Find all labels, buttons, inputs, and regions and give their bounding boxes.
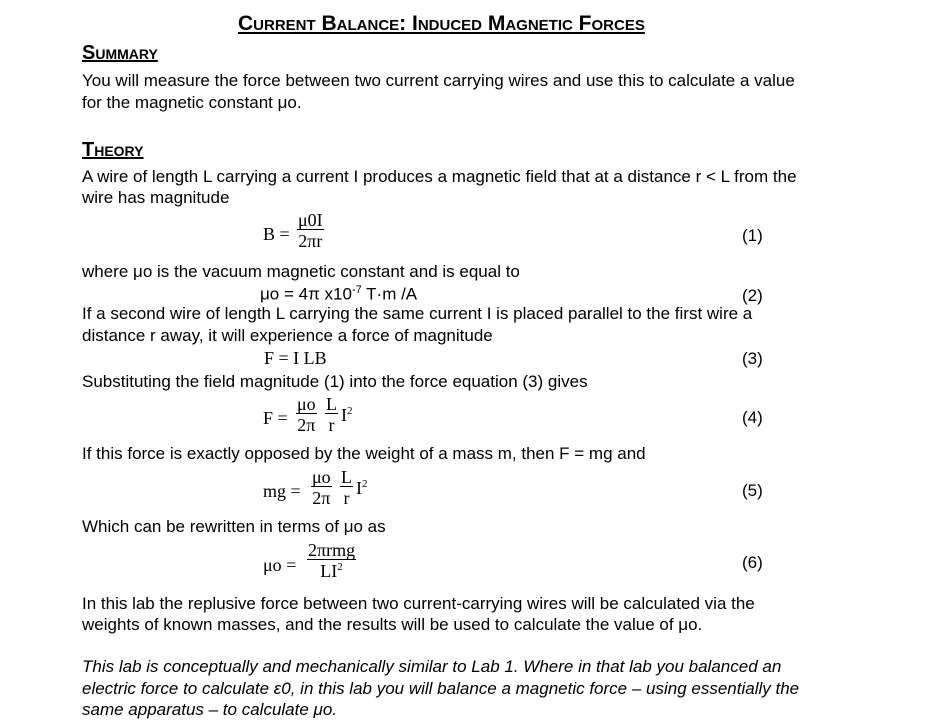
eq6-denominator-base: LI [320, 561, 338, 581]
where-line: where μo is the vacuum magnetic constant and is equal to [82, 262, 520, 281]
eq6-lhs: μo = [263, 555, 297, 575]
second-wire-line-2: distance r away, it will experience a force of magnitude [82, 326, 493, 345]
eq5-current: I [356, 478, 362, 498]
note-line-3: same apparatus – to calculate μo. [82, 700, 338, 719]
eq5-numerator-1: μo [312, 467, 331, 487]
eq6-fraction [307, 541, 356, 580]
summary-text-line-2: for the magnetic constant μo. [82, 93, 302, 112]
eq4-lhs: F = [263, 408, 288, 428]
note-line-1: This lab is conceptually and mechanically similar to Lab 1. Where in that lab you balanced an [82, 657, 782, 676]
eq5-fraction-2 [340, 468, 353, 507]
eq4-number: (4) [742, 408, 763, 427]
eq2-expression [260, 284, 417, 304]
rewritten-line: Which can be rewritten in terms of μo as [82, 517, 386, 536]
eq5-numerator-2: L [341, 467, 352, 487]
eq2-number: (2) [742, 286, 763, 305]
eq5-tail [356, 478, 368, 499]
summary-heading: Summary [82, 42, 158, 64]
eq4-tail [341, 405, 353, 426]
eq5-denominator-1: 2π [312, 488, 331, 508]
eq4-fraction-2 [325, 395, 338, 434]
eq4-numerator-1: μo [297, 394, 316, 414]
eq1-number: (1) [742, 226, 763, 245]
eq4-exponent: 2 [347, 405, 353, 417]
eq5-lhs: mg = [263, 481, 301, 501]
eq6-number: (6) [742, 553, 763, 572]
page-title: Current Balance: Induced Magnetic Forces [238, 12, 645, 35]
eq6-exponent: 2 [337, 561, 343, 573]
eq2-exponent: -7 [351, 284, 362, 296]
opposed-line: If this force is exactly opposed by the weight of a mass m, then F = mg and [82, 444, 646, 463]
eq3-number: (3) [742, 349, 763, 368]
eq2-text: μo = 4π x10 [260, 284, 352, 304]
eq2-unit: T·m /A [361, 284, 418, 304]
eq3-expression: F = I LB [264, 348, 327, 368]
eq4-numerator-2: L [326, 394, 337, 414]
second-wire-line-1: If a second wire of length L carrying the same current I is placed parallel to the first wire a [82, 304, 753, 323]
eq5-number: (5) [742, 481, 763, 500]
eq5-exponent: 2 [362, 478, 368, 490]
theory-heading: Theory [82, 139, 144, 161]
substituting-line: Substituting the field magnitude (1) into the force equation (3) gives [82, 372, 588, 391]
eq4-denominator-1: 2π [297, 415, 316, 435]
summary-text-line-1: You will measure the force between two current carrying wires and use this to calculate a value [82, 71, 795, 90]
theory-intro-line-2: wire has magnitude [82, 188, 230, 207]
eq1-denominator: 2πr [298, 231, 323, 251]
eq1-lhs: B = [263, 224, 290, 244]
eq6-denominator [307, 559, 356, 580]
eq5-denominator-2: r [340, 486, 353, 507]
eq1-numerator: μ0I [298, 210, 323, 230]
eq5-fraction-1 [311, 468, 332, 507]
eq4-fraction-1 [296, 395, 317, 434]
conclusion-line-2: weights of known masses, and the results will be used to calculate the value of μo. [82, 615, 703, 634]
conclusion-line-1: In this lab the replusive force between two current-carrying wires will be calculated via the [82, 594, 755, 613]
note-line-2: electric force to calculate ε0, in this lab you will balance a magnetic force – using essentially the [82, 679, 800, 698]
eq1-fraction [297, 211, 324, 250]
eq4-denominator-2: r [325, 413, 338, 434]
eq4-current: I [341, 405, 347, 425]
eq6-numerator: 2πrmg [308, 540, 356, 560]
theory-intro-line-1: A wire of length L carrying a current I produces a magnetic field that at a distance r < L from the [82, 167, 797, 186]
